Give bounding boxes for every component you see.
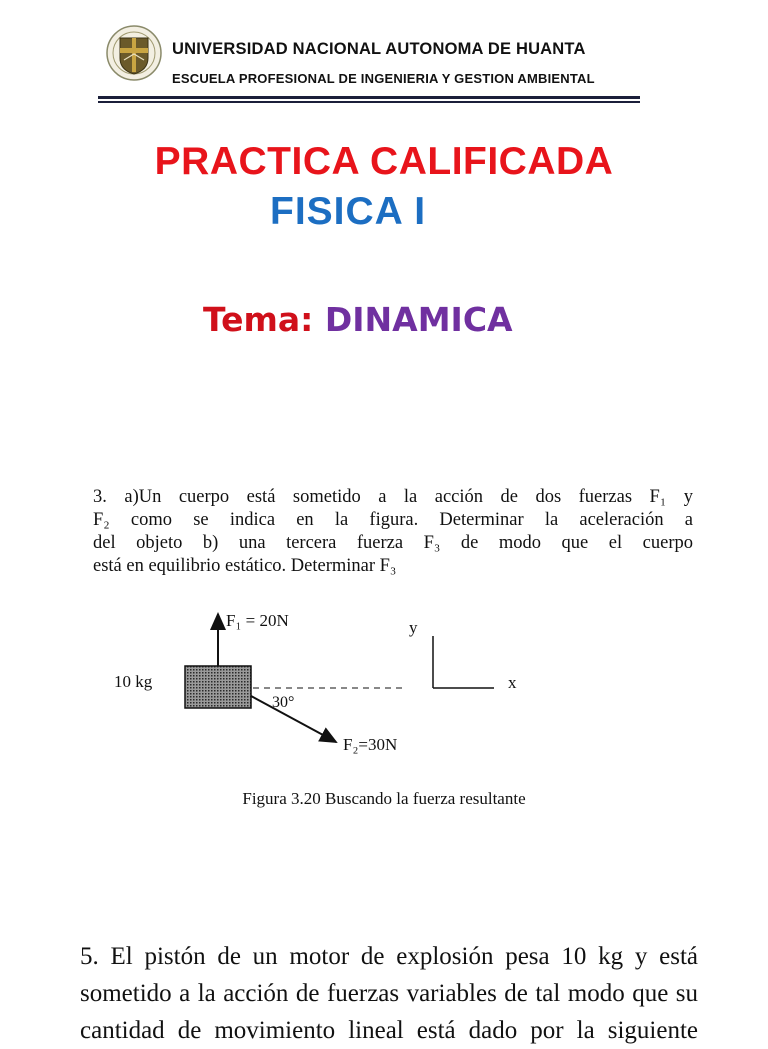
problem-5-line: 5. El pistón de un motor de explosión pesa 10 kg y está <box>80 943 698 970</box>
problem-5-line: cantidad de movimiento lineal está dado por la siguiente <box>80 1017 698 1044</box>
problem-3-line: está en equilibrio estático. Determinar F₃ <box>93 556 397 576</box>
x-axis-label: x <box>508 673 517 692</box>
mass-block <box>185 666 251 708</box>
header-rule-bottom <box>98 101 640 103</box>
problem-5-text <box>80 938 698 1049</box>
course-title: FISICA I <box>270 190 427 233</box>
topic-heading <box>203 300 513 339</box>
y-axis-label: y <box>409 618 418 637</box>
page-title: PRACTICA CALIFICADA <box>154 140 614 183</box>
header-rule-top <box>98 96 640 99</box>
university-crest-icon <box>106 24 162 82</box>
problem-3-text <box>93 486 693 578</box>
topic-label: Tema: <box>203 300 314 339</box>
problem-3-line: del objeto b) una tercera fuerza F₃ de modo que el cuerpo <box>93 533 693 553</box>
university-name: UNIVERSIDAD NACIONAL AUTONOMA DE HUANTA <box>172 40 586 58</box>
angle-label: 30° <box>272 694 295 711</box>
problem-3-line: 3. a)Un cuerpo está sometido a la acción de dos fuerzas F₁ y <box>93 487 693 507</box>
school-name: ESCUELA PROFESIONAL DE INGENIERIA Y GESTION AMBIENTAL <box>172 71 595 86</box>
figure-caption: Figura 3.20 Buscando la fuerza resultante <box>242 789 526 808</box>
mass-label: 10 kg <box>114 672 153 691</box>
f2-label: F₂=30N <box>343 735 398 754</box>
problem-5-line: sometido a la acción de fuerzas variables de tal modo que su <box>80 980 698 1007</box>
topic-value: DINAMICA <box>324 300 513 339</box>
force-diagram <box>100 600 640 770</box>
problem-3-line: F₂ como se indica en la figura. Determinar la aceleración a <box>93 510 693 530</box>
f1-label: F₁ = 20N <box>226 611 289 630</box>
